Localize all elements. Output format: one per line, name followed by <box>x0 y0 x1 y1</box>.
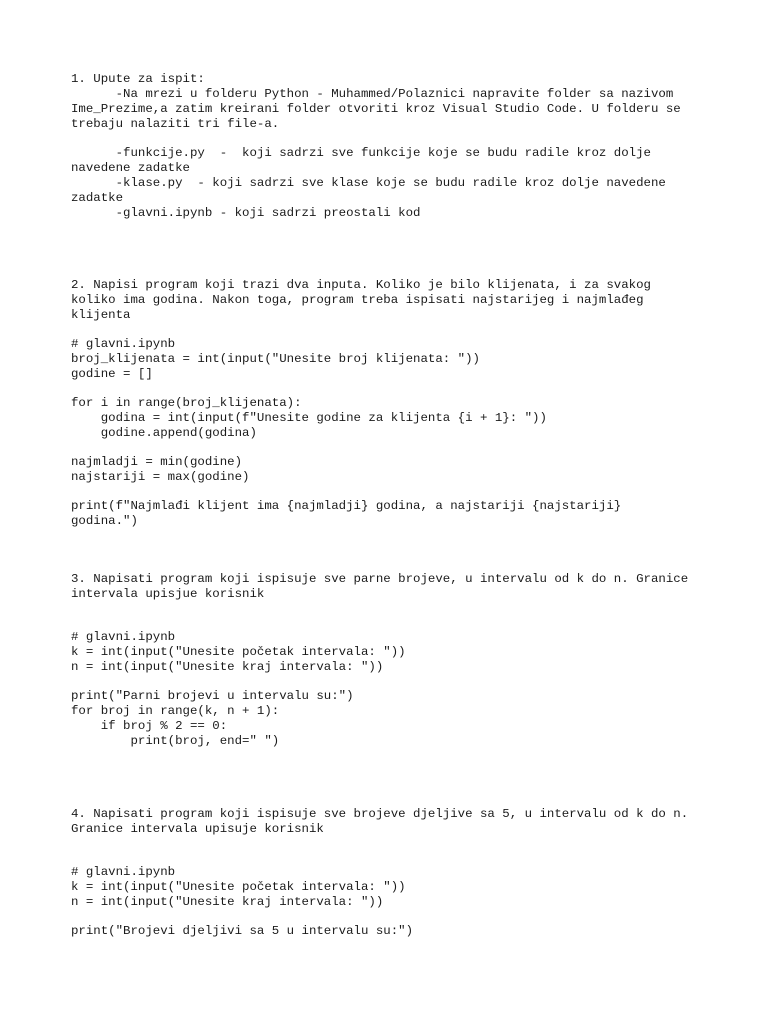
code-line: for broj in range(k, n + 1): <box>71 704 280 718</box>
code-line: k = int(input("Unesite početak intervala: ")) <box>71 880 406 894</box>
code-line: print(f"Najmlađi klijent ima {najmladji} godina, a najstariji {najstariji} <box>71 499 622 513</box>
section-1-instruction-line: Ime_Prezime,a zatim kreirani folder otvoriti kroz Visual Studio Code. U folderu se <box>71 102 681 116</box>
code-line: k = int(input("Unesite početak intervala: ")) <box>71 645 406 659</box>
code-line: print("Brojevi djeljivi sa 5 u intervalu su:") <box>71 924 414 938</box>
section-2-task-line: koliko ima godina. Nakon toga, program treba ispisati najstarijeg i najmlađeg <box>71 293 644 307</box>
file-description-line: navedene zadatke <box>71 161 190 175</box>
section-1-instruction-line: -Na mrezi u folderu Python - Muhammed/Polaznici napravite folder sa nazivom <box>71 87 674 101</box>
code-line: najstariji = max(godine) <box>71 470 250 484</box>
code-line: godina = int(input(f"Unesite godine za klijenta {i + 1}: ")) <box>71 411 547 425</box>
code-line: # glavni.ipynb <box>71 337 176 351</box>
code-line: godine = [] <box>71 367 153 381</box>
code-line: najmladji = min(godine) <box>71 455 243 469</box>
code-line: n = int(input("Unesite kraj intervala: ")) <box>71 660 384 674</box>
code-line: godine.append(godina) <box>71 426 257 440</box>
code-line: # glavni.ipynb <box>71 630 176 644</box>
code-line: godina.") <box>71 514 138 528</box>
code-line: print(broj, end=" ") <box>71 734 280 748</box>
file-description-line: zadatke <box>71 191 124 205</box>
section-4-task-line: Granice intervala upisuje korisnik <box>71 822 324 836</box>
section-2-task-line: 2. Napisi program koji trazi dva inputa. Koliko je bilo klijenata, i za svakog <box>71 278 651 292</box>
section-2-task-line: klijenta <box>71 308 131 322</box>
code-line: for i in range(broj_klijenata): <box>71 396 302 410</box>
code-line: print("Parni brojevi u intervalu su:") <box>71 689 354 703</box>
section-1-heading: 1. Upute za ispit: <box>71 72 205 86</box>
file-description-line: -klase.py - koji sadrzi sve klase koje se budu radile kroz dolje navedene <box>71 176 666 190</box>
file-description-line: -glavni.ipynb - koji sadrzi preostali kod <box>71 206 421 220</box>
file-description-line: -funkcije.py - koji sadrzi sve funkcije koje se budu radile kroz dolje <box>71 146 651 160</box>
section-1-instruction-line: trebaju nalaziti tri file-a. <box>71 117 280 131</box>
code-line: # glavni.ipynb <box>71 865 176 879</box>
code-line: if broj % 2 == 0: <box>71 719 228 733</box>
section-4-task-line: 4. Napisati program koji ispisuje sve brojeve djeljive sa 5, u intervalu od k do n. <box>71 807 689 821</box>
code-line: n = int(input("Unesite kraj intervala: ")) <box>71 895 384 909</box>
section-3-task-line: 3. Napisati program koji ispisuje sve parne brojeve, u intervalu od k do n. Granice <box>71 572 689 586</box>
section-3-task-line: intervala upisjue korisnik <box>71 587 265 601</box>
code-line: broj_klijenata = int(input("Unesite broj klijenata: ")) <box>71 352 480 366</box>
